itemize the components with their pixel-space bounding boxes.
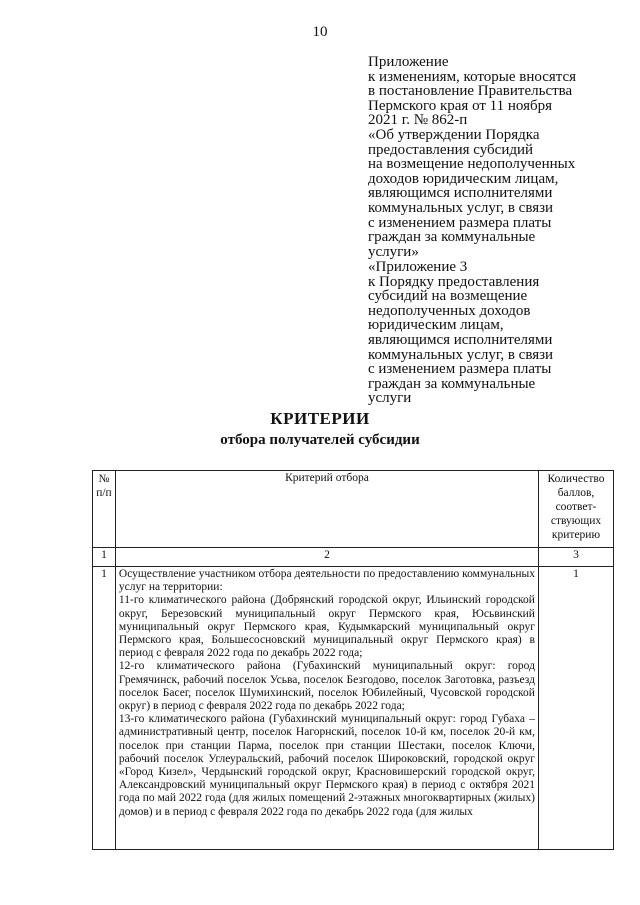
document-subtitle: отбора получателей субсидии: [220, 432, 420, 448]
document-title: КРИТЕРИИ: [270, 409, 370, 428]
annex-reference-line: услуги: [368, 390, 412, 407]
criteria-table: [92, 470, 614, 850]
header-score-line: Количество: [547, 473, 605, 485]
annex-reference-line: юридическим лицам,: [368, 317, 504, 334]
annex-header-line: доходов юридическим лицам,: [368, 170, 559, 187]
annex-reference-line: являющимся исполнителями: [368, 331, 553, 348]
annex-header-line: 2021 г. № 862-п: [368, 112, 468, 129]
annex-header-line: Пермского края от 11 ноября: [368, 97, 553, 114]
annex-reference-line: граждан за коммунальные: [368, 375, 536, 392]
annex-header-line: на возмещение недополученных: [368, 156, 576, 173]
annex-reference: [368, 260, 608, 406]
annex-reference-line: к Порядку предоставления: [368, 273, 540, 290]
header-score-line: соответ-: [555, 501, 597, 513]
header-score: [538, 471, 613, 548]
annex-reference-line: с изменением размера платы: [368, 361, 552, 378]
column-number: 2: [115, 548, 538, 567]
annex-reference-line: недополученных доходов: [368, 302, 531, 319]
annex-reference-line: «Приложение 3: [368, 259, 468, 275]
header-criterion: Критерий отбора: [115, 471, 538, 548]
header-score-line: критерию: [551, 529, 601, 541]
criterion-text: [115, 567, 538, 850]
annex-header-line: к изменениям, которые вносятся: [368, 68, 577, 85]
annex-header-line: услуги»: [368, 243, 419, 260]
header-number-line: п/п: [96, 487, 112, 499]
row-number: 1: [93, 567, 116, 850]
criterion-paragraph: Осуществление участником отбора деятельности по предоставлению коммунальных услуг на территории:: [118, 568, 535, 594]
annex-header-line: являющимся исполнителями: [368, 185, 553, 202]
annex-header-line: «Об утверждении Порядка: [368, 126, 540, 143]
column-number-row: [93, 548, 614, 567]
annex-reference-line: коммунальных услуг, в связи: [368, 346, 554, 363]
criterion-paragraph: 13-го климатического района (Губахинский муниципальный округ: город Губаха – административный центр, поселок Нагорнский, поселок 10-й км, поселок 20-й км, поселок при станции Парма, поселок при станции Шестаки, поселок Ключи, рабочий поселок Углеуральский, рабочий поселок Широковский, городской округ «Город Кизел», Чердынский городской округ, Красновишерский городской округ, Александровский муниципальный округ Пермского края) в период с октября 2021 года по май 2022 года (для жилых помещений 2-этажных многоквартирных (жилых) домов) и в период с февраля 2022 года по декабрь 2022 года (для жилых: [118, 713, 535, 818]
annex-header-line: предоставления субсидий: [368, 141, 534, 158]
table-row: [93, 567, 614, 850]
annex-header-line: коммунальных услуг, в связи: [368, 199, 554, 216]
annex-header-line: Приложение: [368, 54, 449, 70]
header-number: [93, 471, 116, 548]
annex-header-line: в постановление Правительства: [368, 83, 573, 100]
criterion-paragraph: 11-го климатического района (Добрянский городской округ, Ильинский городской округ, Березовский муниципальный округ Пермского края, Юсьвинский муниципальный округ Пермского края, Кудымкарский муниципальный округ Пермского края, Большесосновский муниципальный округ Пермского края) в период с февраля 2022 года по декабрь 2022 года;: [118, 594, 535, 660]
column-number: 3: [538, 548, 613, 567]
header-number-line: №: [98, 473, 110, 485]
table-header-row: [93, 471, 614, 548]
annex-header-line: граждан за коммунальные: [368, 229, 536, 246]
page-number: 10: [312, 24, 328, 40]
annex-reference-line: субсидий на возмещение: [368, 288, 528, 305]
header-score-line: баллов,: [557, 487, 595, 499]
column-number: 1: [93, 548, 116, 567]
header-score-line: ствующих: [550, 515, 602, 527]
row-score: 1: [538, 567, 613, 850]
criterion-paragraph: 12-го климатического района (Губахинский муниципальный округ: город Гремячинск, рабочий поселок Усьва, поселок Безгодово, поселок Заготовка, разъезд поселок Басег, поселок Шумихинский, поселок Юбилейный, Чусовской городской округ) в период с февраля 2022 года по декабрь 2022 года;: [118, 660, 535, 713]
annex-header: [368, 55, 608, 259]
annex-header-line: с изменением размера платы: [368, 214, 552, 231]
